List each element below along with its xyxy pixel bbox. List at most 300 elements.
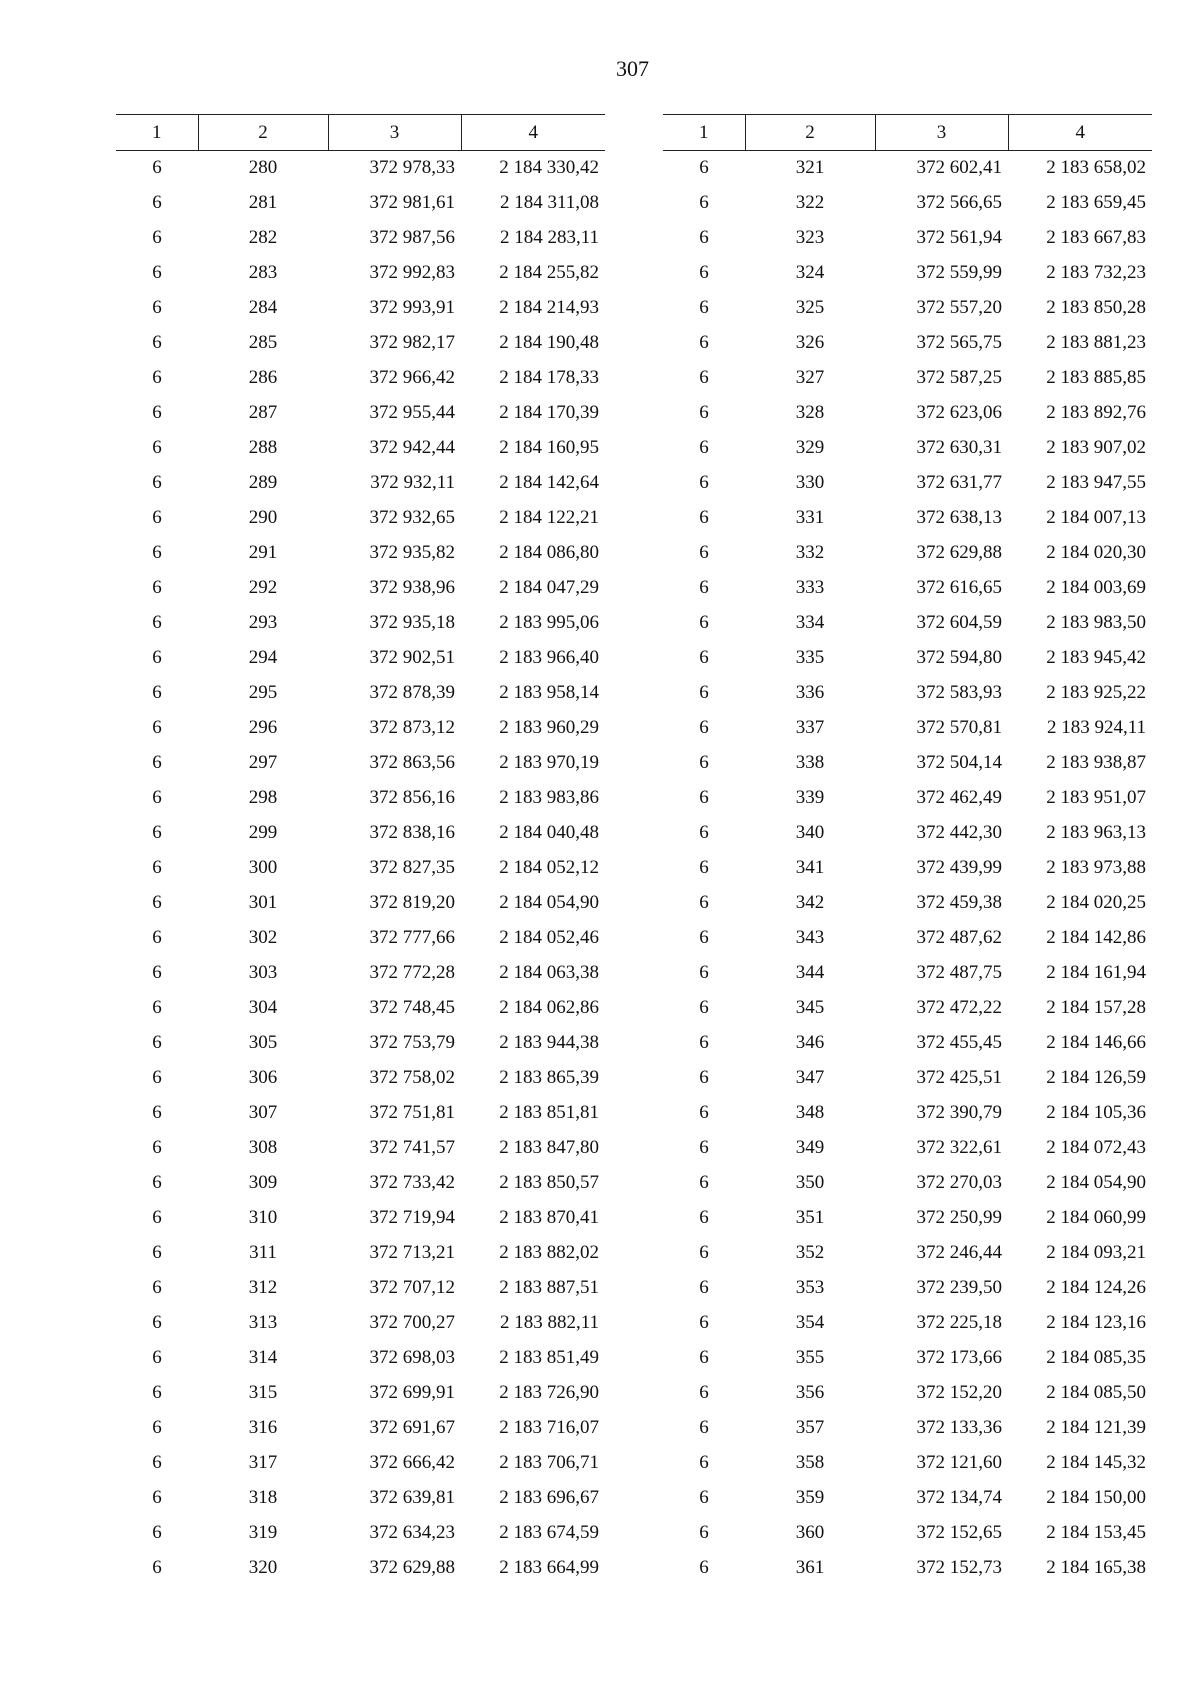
coordinates-table-left [116,114,605,1586]
table-row [116,1446,605,1481]
cell-point-number: 288 [248,437,278,458]
cell-x-coordinate: 372 322,61 [916,1137,1002,1158]
cell-x-coordinate: 372 462,49 [916,787,1002,808]
cell-contour-number: 6 [152,1137,162,1158]
cell-x-coordinate: 372 981,61 [369,192,455,213]
cell-x-coordinate: 372 455,45 [916,1032,1002,1053]
cell-x-coordinate: 372 638,13 [916,507,1002,528]
cell-point-number: 284 [248,297,278,318]
cell-x-coordinate: 372 777,66 [369,927,455,948]
cell-y-coordinate: 2 183 851,49 [499,1347,599,1368]
cell-x-coordinate: 372 239,50 [916,1277,1002,1298]
table-row [663,606,1152,641]
table-row [663,1341,1152,1376]
cell-y-coordinate: 2 183 726,90 [499,1382,599,1403]
table-row [663,641,1152,676]
cell-point-number: 285 [248,332,278,353]
cell-x-coordinate: 372 152,73 [916,1557,1002,1578]
table-row [116,886,605,921]
cell-point-number: 327 [795,367,825,388]
cell-contour-number: 6 [152,752,162,773]
cell-y-coordinate: 2 184 153,45 [1046,1522,1146,1543]
cell-y-coordinate: 2 184 330,42 [499,157,599,179]
cell-y-coordinate: 2 184 161,94 [1046,962,1146,983]
cell-contour-number: 6 [699,1487,709,1508]
cell-point-number: 354 [795,1312,825,1333]
table-row [116,186,605,221]
cell-point-number: 324 [795,262,825,283]
cell-y-coordinate: 2 184 054,90 [1046,1172,1146,1193]
cell-contour-number: 6 [152,612,162,633]
table-row [663,991,1152,1026]
table-row [663,221,1152,256]
cell-x-coordinate: 372 819,20 [369,892,455,913]
cell-x-coordinate: 372 992,83 [369,262,455,283]
cell-y-coordinate: 2 183 674,59 [499,1522,599,1543]
cell-point-number: 356 [795,1382,825,1403]
coordinates-table [116,114,605,1586]
cell-contour-number: 6 [152,1242,162,1263]
cell-point-number: 322 [795,192,825,213]
table-row [116,991,605,1026]
cell-x-coordinate: 372 634,23 [369,1522,455,1543]
cell-x-coordinate: 372 827,35 [369,857,455,878]
cell-y-coordinate: 2 184 007,13 [1046,507,1146,528]
cell-x-coordinate: 372 134,74 [916,1487,1002,1508]
table-row [116,1236,605,1271]
cell-point-number: 309 [248,1172,278,1193]
cell-contour-number: 6 [152,262,162,283]
cell-x-coordinate: 372 733,42 [369,1172,455,1193]
cell-x-coordinate: 372 942,44 [369,437,455,458]
cell-y-coordinate: 2 184 157,28 [1046,997,1146,1018]
cell-contour-number: 6 [699,1172,709,1193]
cell-x-coordinate: 372 439,99 [916,857,1002,878]
cell-y-coordinate: 2 183 706,71 [499,1452,599,1473]
cell-x-coordinate: 372 587,25 [916,367,1002,388]
table-row [116,1166,605,1201]
table-row [116,1131,605,1166]
cell-point-number: 335 [795,647,825,668]
cell-x-coordinate: 372 878,39 [369,682,455,703]
cell-y-coordinate: 2 183 892,76 [1046,402,1146,423]
cell-contour-number: 6 [699,1242,709,1263]
cell-contour-number: 6 [152,1452,162,1473]
table-row [663,571,1152,606]
cell-contour-number: 6 [152,437,162,458]
cell-point-number: 321 [795,157,825,179]
cell-y-coordinate: 2 183 659,45 [1046,192,1146,213]
table-row [116,1516,605,1551]
cell-y-coordinate: 2 183 995,06 [499,612,599,633]
cell-contour-number: 6 [152,787,162,808]
table-row [116,851,605,886]
cell-x-coordinate: 372 838,16 [369,822,455,843]
cell-y-coordinate: 2 183 850,57 [499,1172,599,1193]
table-row [116,431,605,466]
cell-x-coordinate: 372 935,82 [369,542,455,563]
table-row [116,571,605,606]
table-row [663,396,1152,431]
cell-x-coordinate: 372 700,27 [369,1312,455,1333]
cell-x-coordinate: 372 639,81 [369,1487,455,1508]
table-row [663,746,1152,781]
cell-y-coordinate: 2 183 658,02 [1046,157,1146,179]
cell-point-number: 298 [248,787,278,808]
table-row [663,1516,1152,1551]
cell-y-coordinate: 2 183 882,02 [499,1242,599,1263]
cell-contour-number: 6 [699,1417,709,1438]
cell-x-coordinate: 372 152,65 [916,1522,1002,1543]
cell-point-number: 347 [795,1067,825,1088]
cell-point-number: 357 [795,1417,825,1438]
cell-point-number: 316 [248,1417,278,1438]
cell-x-coordinate: 372 935,18 [369,612,455,633]
cell-point-number: 293 [248,612,278,633]
cell-point-number: 305 [248,1032,278,1053]
cell-contour-number: 6 [699,1067,709,1088]
cell-x-coordinate: 372 561,94 [916,227,1002,248]
cell-contour-number: 6 [699,157,709,179]
cell-x-coordinate: 372 698,03 [369,1347,455,1368]
cell-x-coordinate: 372 993,91 [369,297,455,318]
table-row [116,676,605,711]
cell-y-coordinate: 2 184 040,48 [499,822,599,843]
table-row [116,1551,605,1586]
cell-x-coordinate: 372 270,03 [916,1172,1002,1193]
table-row [663,1271,1152,1306]
cell-y-coordinate: 2 183 716,07 [499,1417,599,1438]
cell-contour-number: 6 [152,1102,162,1123]
cell-y-coordinate: 2 183 925,22 [1046,682,1146,703]
table-row [663,431,1152,466]
cell-contour-number: 6 [699,507,709,528]
cell-contour-number: 6 [699,1312,709,1333]
cell-contour-number: 6 [152,1417,162,1438]
column-header-3: 3 [875,115,1008,151]
cell-y-coordinate: 2 184 170,39 [499,402,599,423]
table-row [116,1376,605,1411]
table-row [663,1411,1152,1446]
cell-x-coordinate: 372 566,65 [916,192,1002,213]
cell-y-coordinate: 2 184 178,33 [499,367,599,388]
cell-y-coordinate: 2 184 165,38 [1046,1557,1146,1578]
table-row [663,676,1152,711]
cell-contour-number: 6 [699,927,709,948]
cell-x-coordinate: 372 121,60 [916,1452,1002,1473]
cell-contour-number: 6 [152,577,162,598]
cell-x-coordinate: 372 719,94 [369,1207,455,1228]
cell-y-coordinate: 2 183 958,14 [499,682,599,703]
cell-contour-number: 6 [699,472,709,493]
cell-contour-number: 6 [699,962,709,983]
cell-y-coordinate: 2 184 146,66 [1046,1032,1146,1053]
cell-x-coordinate: 372 932,65 [369,507,455,528]
cell-point-number: 287 [248,402,278,423]
cell-point-number: 332 [795,542,825,563]
cell-contour-number: 6 [699,892,709,913]
table-row [116,536,605,571]
column-header-1: 1 [116,115,198,151]
cell-contour-number: 6 [152,507,162,528]
cell-y-coordinate: 2 183 664,99 [499,1557,599,1578]
cell-x-coordinate: 372 390,79 [916,1102,1002,1123]
table-row [116,816,605,851]
cell-contour-number: 6 [699,787,709,808]
cell-contour-number: 6 [699,542,709,563]
table-row [116,466,605,501]
table-row [116,746,605,781]
cell-y-coordinate: 2 183 960,29 [499,717,599,738]
cell-point-number: 326 [795,332,825,353]
cell-point-number: 296 [248,717,278,738]
cell-contour-number: 6 [699,227,709,248]
cell-y-coordinate: 2 184 160,95 [499,437,599,458]
cell-contour-number: 6 [152,962,162,983]
cell-x-coordinate: 372 966,42 [369,367,455,388]
cell-contour-number: 6 [699,262,709,283]
cell-contour-number: 6 [152,1557,162,1578]
cell-point-number: 351 [795,1207,825,1228]
cell-y-coordinate: 2 183 983,86 [499,787,599,808]
cell-contour-number: 6 [152,682,162,703]
table-row [116,256,605,291]
cell-y-coordinate: 2 184 052,12 [499,857,599,878]
cell-contour-number: 6 [699,577,709,598]
table-row [663,186,1152,221]
table-header-row [663,115,1152,151]
table-row [116,1096,605,1131]
cell-y-coordinate: 2 183 870,41 [499,1207,599,1228]
cell-y-coordinate: 2 183 850,28 [1046,297,1146,318]
cell-point-number: 314 [248,1347,278,1368]
table-row [116,1201,605,1236]
cell-point-number: 291 [248,542,278,563]
cell-point-number: 341 [795,857,825,878]
cell-y-coordinate: 2 184 311,08 [499,192,599,213]
cell-contour-number: 6 [152,192,162,213]
column-header-2: 2 [745,115,875,151]
cell-contour-number: 6 [699,297,709,318]
table-row [663,1551,1152,1586]
cell-y-coordinate: 2 183 963,13 [1046,822,1146,843]
table-row [116,641,605,676]
table-row [663,326,1152,361]
cell-point-number: 292 [248,577,278,598]
cell-y-coordinate: 2 184 142,64 [499,472,599,493]
cell-x-coordinate: 372 630,31 [916,437,1002,458]
cell-point-number: 340 [795,822,825,843]
cell-contour-number: 6 [152,892,162,913]
cell-y-coordinate: 2 184 121,39 [1046,1417,1146,1438]
cell-point-number: 344 [795,962,825,983]
cell-point-number: 330 [795,472,825,493]
cell-y-coordinate: 2 183 887,51 [499,1277,599,1298]
table-row [663,256,1152,291]
cell-x-coordinate: 372 748,45 [369,997,455,1018]
cell-y-coordinate: 2 184 123,16 [1046,1312,1146,1333]
table-row [663,501,1152,536]
cell-point-number: 312 [248,1277,278,1298]
cell-y-coordinate: 2 183 973,88 [1046,857,1146,878]
cell-point-number: 328 [795,402,825,423]
cell-y-coordinate: 2 184 283,11 [499,227,599,248]
column-header-1: 1 [663,115,745,151]
cell-point-number: 290 [248,507,278,528]
cell-point-number: 343 [795,927,825,948]
table-row [116,396,605,431]
cell-x-coordinate: 372 173,66 [916,1347,1002,1368]
table-row [663,1096,1152,1131]
cell-x-coordinate: 372 504,14 [916,752,1002,773]
cell-x-coordinate: 372 425,51 [916,1067,1002,1088]
table-row [663,151,1152,186]
cell-point-number: 352 [795,1242,825,1263]
cell-y-coordinate: 2 183 945,42 [1046,647,1146,668]
cell-contour-number: 6 [152,1382,162,1403]
table-row [663,1166,1152,1201]
cell-x-coordinate: 372 487,62 [916,927,1002,948]
cell-point-number: 306 [248,1067,278,1088]
table-row [116,606,605,641]
cell-y-coordinate: 2 184 060,99 [1046,1207,1146,1228]
table-row [116,1411,605,1446]
table-row [116,151,605,186]
table-row [116,326,605,361]
cell-contour-number: 6 [699,752,709,773]
cell-contour-number: 6 [699,1102,709,1123]
cell-x-coordinate: 372 691,67 [369,1417,455,1438]
cell-point-number: 304 [248,997,278,1018]
cell-point-number: 350 [795,1172,825,1193]
cell-contour-number: 6 [152,822,162,843]
table-row [663,851,1152,886]
table-row [116,956,605,991]
table-row [663,1306,1152,1341]
cell-point-number: 333 [795,577,825,598]
cell-contour-number: 6 [699,1382,709,1403]
cell-x-coordinate: 372 707,12 [369,1277,455,1298]
cell-x-coordinate: 372 856,16 [369,787,455,808]
cell-y-coordinate: 2 184 142,86 [1046,927,1146,948]
cell-point-number: 311 [249,1242,277,1263]
cell-x-coordinate: 372 570,81 [916,717,1002,738]
cell-x-coordinate: 372 978,33 [369,157,455,179]
cell-contour-number: 6 [152,157,162,179]
column-header-2: 2 [198,115,328,151]
table-row [663,1201,1152,1236]
cell-y-coordinate: 2 184 072,43 [1046,1137,1146,1158]
cell-x-coordinate: 372 955,44 [369,402,455,423]
cell-contour-number: 6 [152,367,162,388]
cell-point-number: 317 [248,1452,278,1473]
cell-point-number: 300 [248,857,278,878]
cell-y-coordinate: 2 184 085,50 [1046,1382,1146,1403]
table-row [116,221,605,256]
cell-x-coordinate: 372 629,88 [369,1557,455,1578]
cell-y-coordinate: 2 184 086,80 [499,542,599,563]
cell-contour-number: 6 [699,1347,709,1368]
cell-contour-number: 6 [699,612,709,633]
cell-point-number: 280 [248,157,278,179]
cell-x-coordinate: 372 246,44 [916,1242,1002,1263]
table-row [663,816,1152,851]
cell-contour-number: 6 [152,1067,162,1088]
cell-contour-number: 6 [152,1277,162,1298]
cell-contour-number: 6 [152,857,162,878]
cell-y-coordinate: 2 183 924,11 [1046,717,1146,738]
cell-contour-number: 6 [152,1347,162,1368]
cell-contour-number: 6 [699,332,709,353]
cell-contour-number: 6 [152,332,162,353]
cell-x-coordinate: 372 629,88 [916,542,1002,563]
table-row [663,536,1152,571]
cell-point-number: 355 [795,1347,825,1368]
cell-y-coordinate: 2 184 145,32 [1046,1452,1146,1473]
cell-contour-number: 6 [152,1032,162,1053]
cell-point-number: 299 [248,822,278,843]
cell-point-number: 358 [795,1452,825,1473]
cell-y-coordinate: 2 183 938,87 [1046,752,1146,773]
cell-y-coordinate: 2 183 847,80 [499,1137,599,1158]
cell-contour-number: 6 [699,1137,709,1158]
table-row [116,1341,605,1376]
cell-point-number: 320 [248,1557,278,1578]
cell-y-coordinate: 2 183 882,11 [499,1312,599,1333]
cell-y-coordinate: 2 184 105,36 [1046,1102,1146,1123]
cell-contour-number: 6 [152,297,162,318]
column-header-4: 4 [461,115,605,151]
cell-contour-number: 6 [152,647,162,668]
cell-x-coordinate: 372 987,56 [369,227,455,248]
cell-contour-number: 6 [152,717,162,738]
cell-point-number: 336 [795,682,825,703]
cell-x-coordinate: 372 666,42 [369,1452,455,1473]
cell-contour-number: 6 [152,927,162,948]
cell-x-coordinate: 372 472,22 [916,997,1002,1018]
cell-contour-number: 6 [699,1522,709,1543]
cell-point-number: 315 [248,1382,278,1403]
cell-y-coordinate: 2 184 190,48 [499,332,599,353]
cell-contour-number: 6 [699,1207,709,1228]
cell-x-coordinate: 372 982,17 [369,332,455,353]
cell-x-coordinate: 372 758,02 [369,1067,455,1088]
cell-point-number: 339 [795,787,825,808]
table-row [663,1376,1152,1411]
cell-x-coordinate: 372 559,99 [916,262,1002,283]
cell-contour-number: 6 [152,402,162,423]
cell-contour-number: 6 [152,1172,162,1193]
cell-point-number: 338 [795,752,825,773]
cell-point-number: 345 [795,997,825,1018]
table-row [116,1271,605,1306]
cell-contour-number: 6 [699,717,709,738]
cell-y-coordinate: 2 183 983,50 [1046,612,1146,633]
cell-y-coordinate: 2 184 047,29 [499,577,599,598]
table-row [663,1236,1152,1271]
table-row [663,1026,1152,1061]
cell-contour-number: 6 [699,1557,709,1578]
cell-point-number: 295 [248,682,278,703]
cell-point-number: 348 [795,1102,825,1123]
cell-contour-number: 6 [699,1032,709,1053]
cell-x-coordinate: 372 557,20 [916,297,1002,318]
cell-x-coordinate: 372 133,36 [916,1417,1002,1438]
table-row [663,1131,1152,1166]
cell-contour-number: 6 [699,822,709,843]
cell-contour-number: 6 [699,997,709,1018]
coordinates-table-right [663,114,1152,1586]
